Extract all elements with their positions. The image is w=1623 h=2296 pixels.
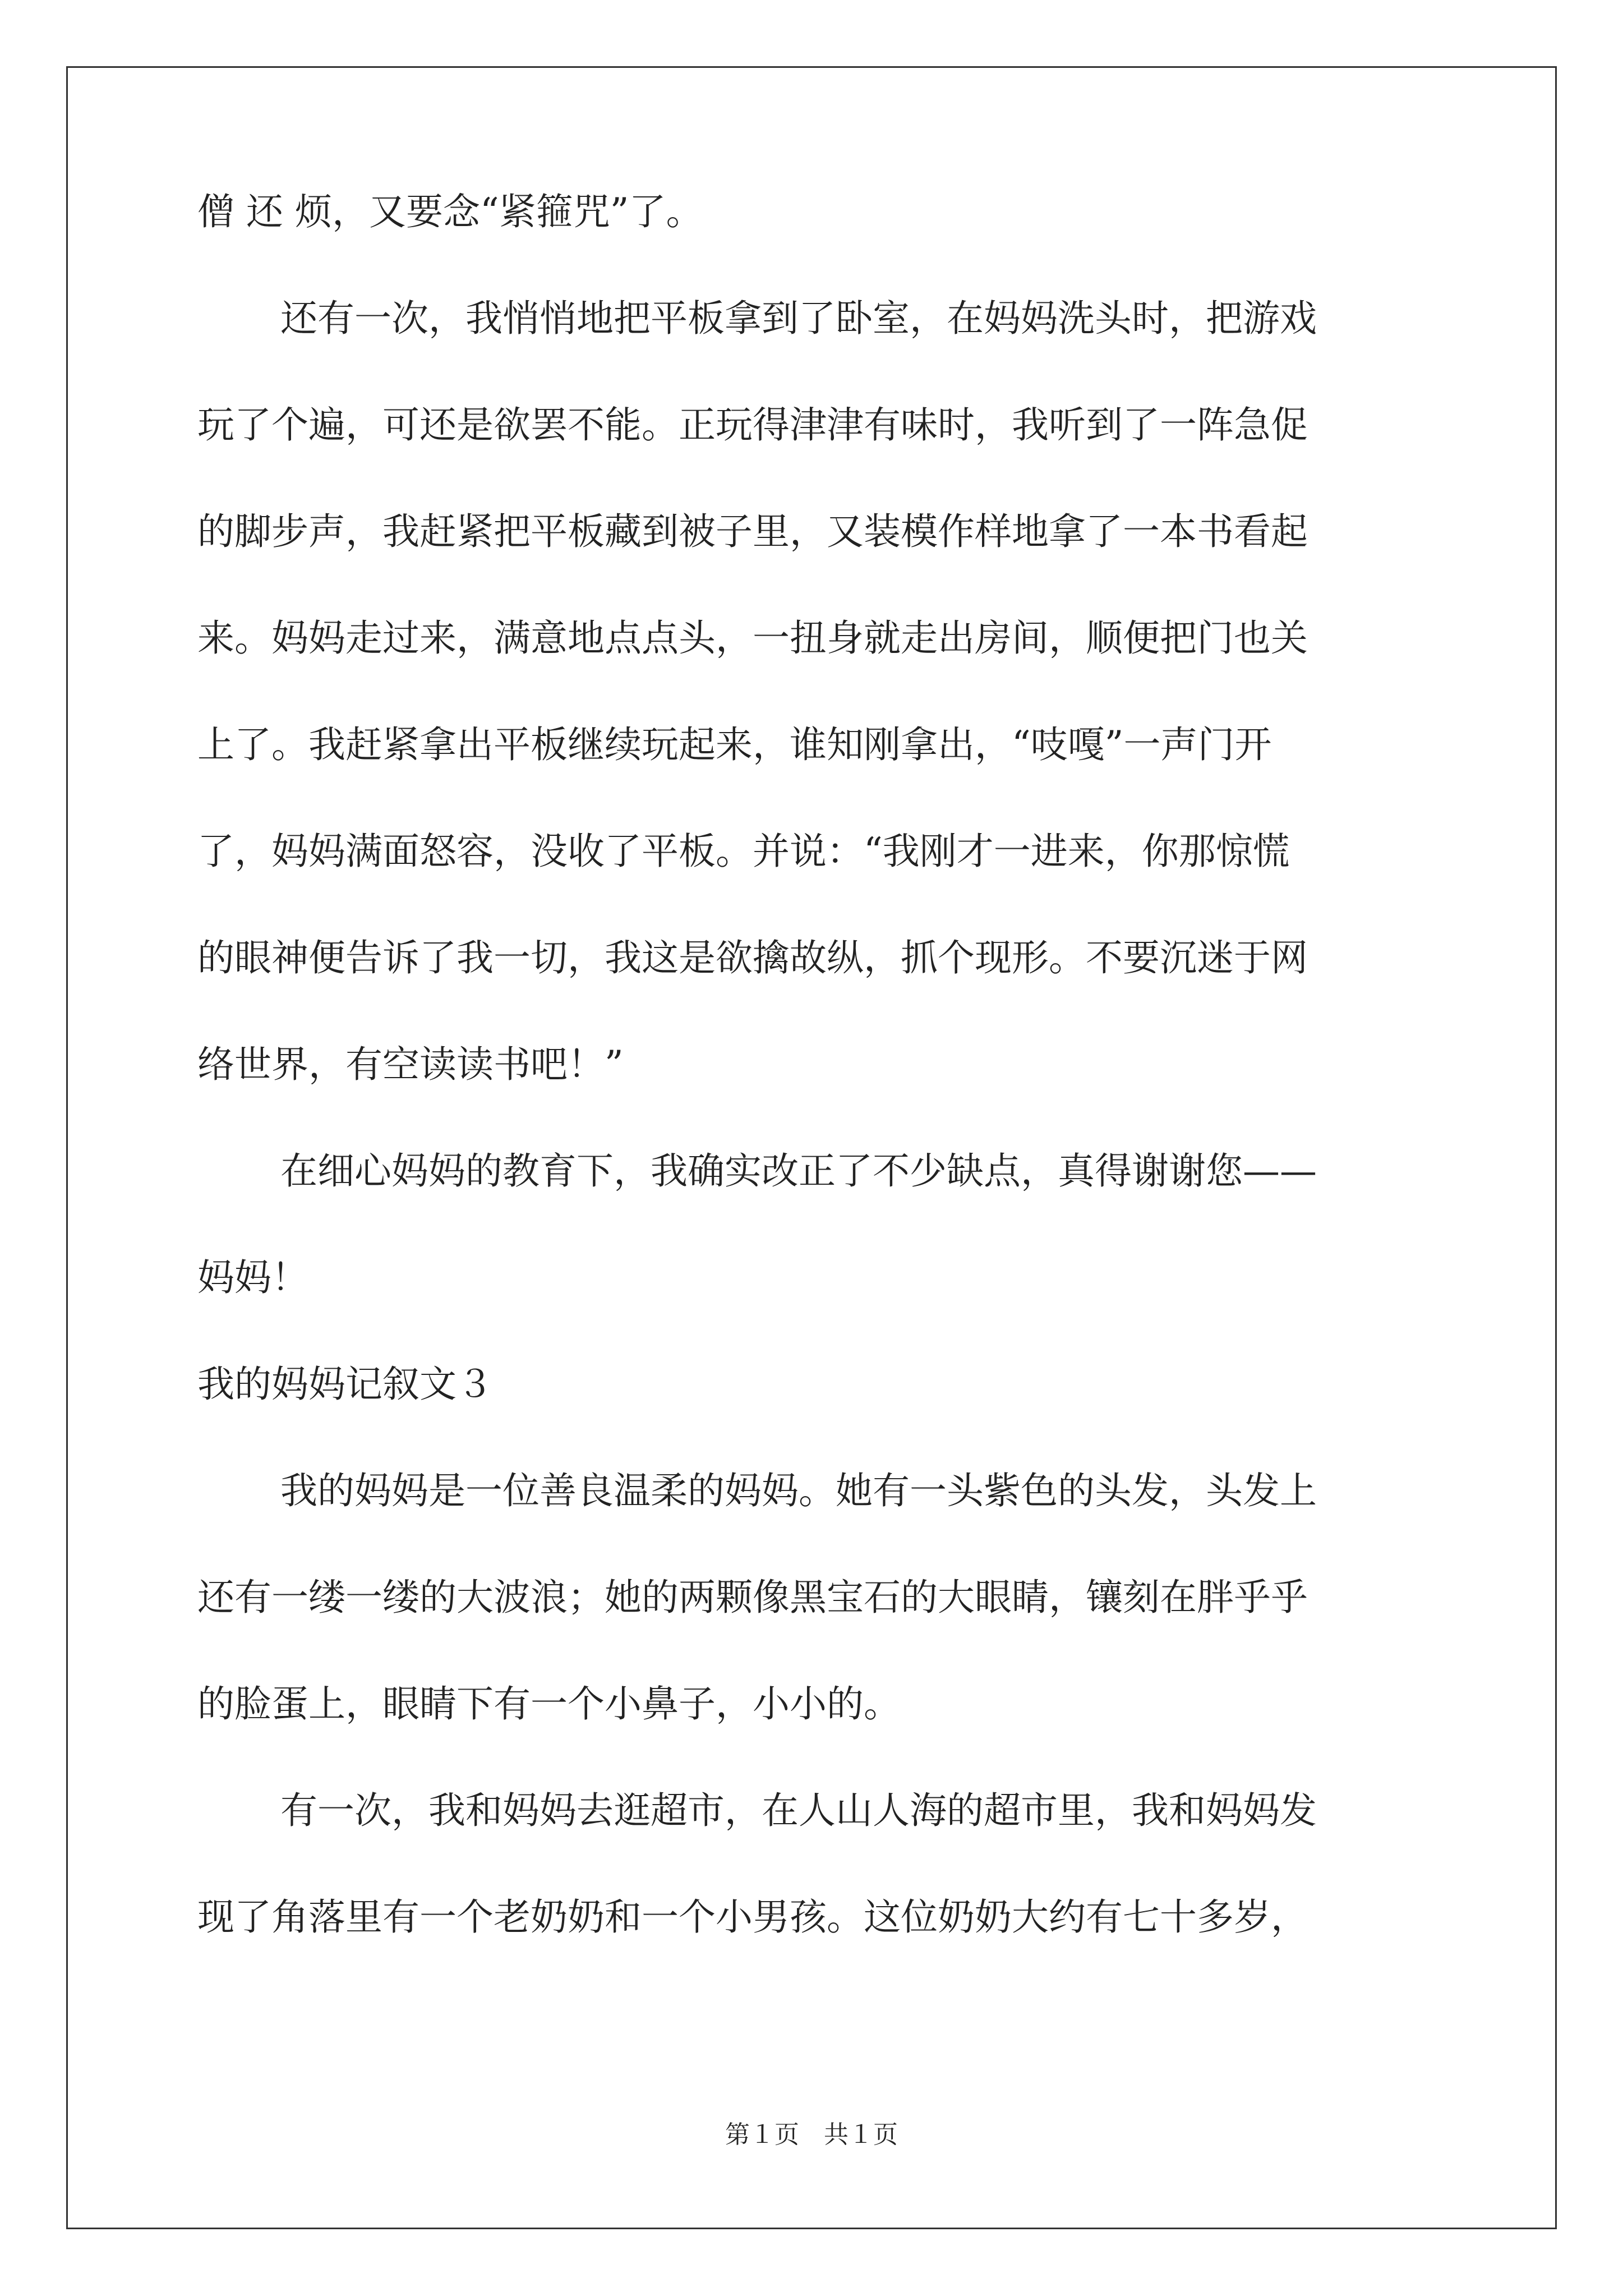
text-line: 的脚步声，我赶紧把平板藏到被子里，又装模作样地拿了一本书看起 xyxy=(197,510,1308,553)
paragraph-start: 在细心妈妈的教育下，我确实改正了不少缺点，真得谢谢您—— xyxy=(280,1149,1317,1193)
text-line: 玩了个遍，可还是欲罢不能。正玩得津津有味时，我听到了一阵急促 xyxy=(197,403,1308,447)
paragraph-start: 还有一次，我悄悄地把平板拿到了卧室，在妈妈洗头时，把游戏 xyxy=(280,297,1317,340)
text-line: 还有一缕一缕的大波浪；她的两颗像黑宝石的大眼睛，镶刻在胖乎乎 xyxy=(197,1576,1308,1619)
text-line: 络世界，有空读读书吧！” xyxy=(197,1043,624,1086)
paragraph-start: 有一次，我和妈妈去逛超市，在人山人海的超市里，我和妈妈发 xyxy=(280,1789,1317,1832)
text-line: 现了角落里有一个老奶奶和一个小男孩。这位奶奶大约有七十多岁， xyxy=(197,1895,1308,1939)
text-line: 僧 还 烦，又要念“紧箍咒”了。 xyxy=(197,190,703,233)
page-footer: 第１页 共１页 xyxy=(725,2120,898,2149)
text-line: 的眼神便告诉了我一切，我这是欲擒故纵，抓个现形。不要沉迷于网 xyxy=(197,936,1308,979)
text-line: 的脸蛋上，眼睛下有一个小鼻子，小小的。 xyxy=(197,1682,901,1726)
text-line: 上了。我赶紧拿出平板继续玩起来，谁知刚拿出，“吱嘎”一声门开 xyxy=(197,723,1272,766)
paragraph-start: 我的妈妈是一位善良温柔的妈妈。她有一头紫色的头发，头发上 xyxy=(280,1469,1317,1512)
text-line: 了，妈妈满面怒容，没收了平板。并说：“我刚才一进来，你那惊慌 xyxy=(197,830,1290,873)
text-line: 来。妈妈走过来，满意地点点头，一扭身就走出房间，顺便把门也关 xyxy=(197,616,1308,660)
text-line: 妈妈！ xyxy=(197,1256,308,1299)
section-heading: 我的妈妈记叙文３ xyxy=(197,1363,494,1406)
